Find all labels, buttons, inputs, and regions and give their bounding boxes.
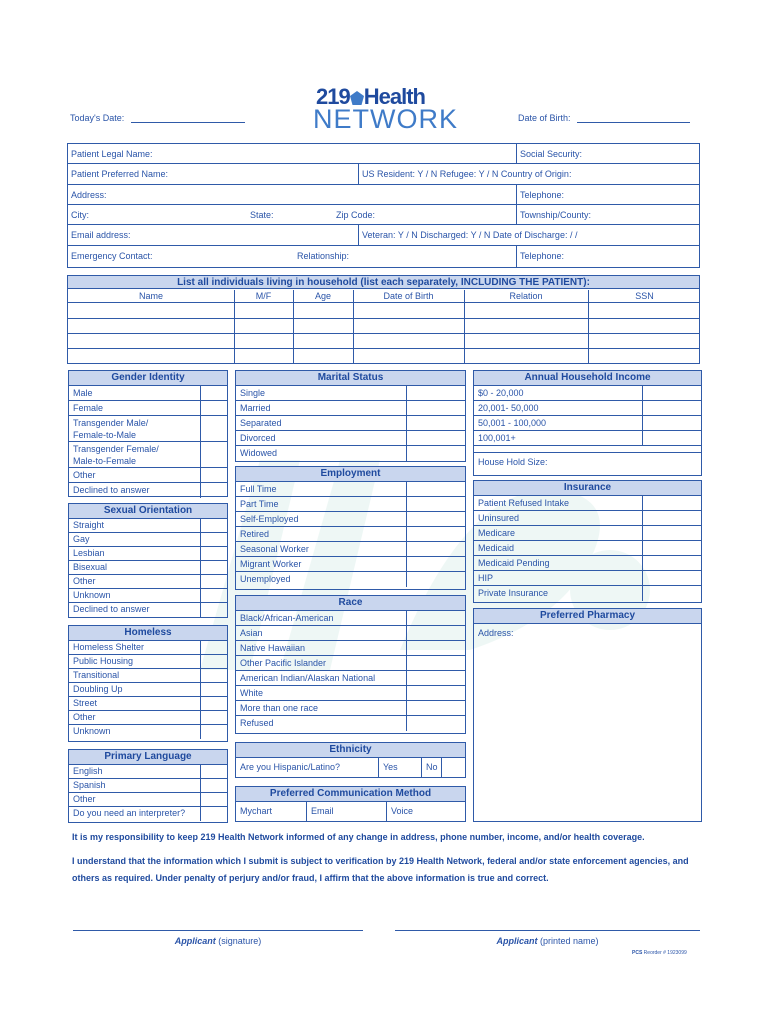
employment-section (235, 466, 466, 590)
pentagon-icon (350, 91, 364, 105)
info-row-address (68, 185, 699, 205)
pharmacy-address-field[interactable]: Address: (478, 628, 514, 638)
hispanic-question: Are you Hispanic/Latino? (240, 762, 341, 772)
checkbox[interactable] (642, 586, 701, 601)
insurance-section (473, 480, 702, 603)
list-item[interactable]: 100,001+ (474, 431, 701, 446)
table-row[interactable] (68, 334, 699, 349)
list-item[interactable]: Public Housing (69, 655, 227, 669)
checkbox[interactable] (642, 386, 701, 400)
col-ssn: SSN (635, 291, 654, 301)
col-dob: Date of Birth (383, 291, 434, 301)
ethnicity-row (236, 758, 465, 777)
list-item[interactable]: Private Insurance (474, 586, 701, 601)
info-row-emergency (68, 246, 699, 267)
checkbox[interactable] (200, 589, 227, 602)
checkbox[interactable] (200, 807, 227, 821)
verification-statement-2: others as required. Under penalty of perjury and/or fraud, I affirm that the above information is true and correct. (72, 873, 549, 883)
checkbox[interactable] (642, 401, 701, 415)
table-row[interactable] (68, 319, 699, 334)
list-item[interactable]: Asian (236, 626, 465, 641)
household-header-row (68, 290, 699, 303)
checkbox[interactable] (642, 541, 701, 555)
signature-label: Applicant (signature) (174, 936, 262, 946)
checkbox[interactable] (406, 557, 465, 571)
checkbox[interactable] (406, 701, 465, 715)
email-field[interactable]: Email address: (71, 230, 131, 240)
col-mf: M/F (255, 291, 272, 301)
checkbox[interactable] (200, 603, 227, 617)
info-row-email (68, 225, 699, 246)
homeless-title: Homeless (69, 626, 227, 641)
checkbox[interactable] (642, 431, 701, 445)
checkbox[interactable] (441, 758, 466, 777)
list-item[interactable]: Seasonal Worker (236, 542, 465, 557)
employment-title: Employment (236, 467, 465, 482)
list-item[interactable]: Medicare (474, 526, 701, 541)
list-item[interactable]: Full Time (236, 482, 465, 497)
checkbox[interactable] (200, 416, 227, 441)
checkbox[interactable] (406, 572, 465, 587)
list-item[interactable]: Married (236, 401, 465, 416)
checkbox[interactable] (200, 575, 227, 588)
list-item[interactable]: $0 - 20,000 (474, 386, 701, 401)
dob-field[interactable] (577, 122, 690, 123)
checkbox[interactable] (200, 725, 227, 739)
col-age: Age (314, 291, 331, 301)
communication-row (236, 802, 465, 821)
list-item[interactable]: Other Pacific Islander (236, 656, 465, 671)
checkbox[interactable] (406, 671, 465, 685)
gender-identity-title: Gender Identity (69, 371, 227, 386)
ssn-field[interactable]: Social Security: (520, 149, 583, 159)
checkbox[interactable] (406, 716, 465, 731)
info-row-city (68, 205, 699, 225)
communication-section (235, 786, 466, 822)
checkbox[interactable] (200, 561, 227, 574)
todays-date-field[interactable] (131, 122, 245, 123)
checkbox[interactable] (406, 527, 465, 541)
relationship-field[interactable]: Relationship: (297, 251, 350, 261)
list-item[interactable]: White (236, 686, 465, 701)
checkbox[interactable] (200, 711, 227, 724)
checkbox[interactable] (200, 779, 227, 792)
checkbox[interactable] (200, 547, 227, 560)
list-item[interactable]: Self-Employed (236, 512, 465, 527)
emergency-telephone-field[interactable]: Telephone: (520, 251, 565, 261)
telephone-field[interactable]: Telephone: (520, 190, 565, 200)
list-item[interactable]: Widowed (236, 446, 465, 461)
marital-status-section (235, 370, 466, 462)
emergency-contact-field[interactable]: Emergency Contact: (71, 251, 153, 261)
checkbox[interactable] (406, 482, 465, 496)
marital-status-title: Marital Status (236, 371, 465, 386)
checkbox[interactable] (200, 765, 227, 778)
list-item[interactable]: More than one race (236, 701, 465, 716)
list-item[interactable]: Uninsured (474, 511, 701, 526)
list-item[interactable]: Other (69, 575, 227, 589)
checkbox[interactable] (406, 611, 465, 625)
checkbox[interactable] (406, 431, 465, 445)
verification-statement-1: I understand that the information which I submit is subject to verification by 219 Health Network, federal and/or state enforcement agencies, and (72, 856, 689, 866)
printed-name-label: Applicant (printed name) (496, 936, 599, 946)
household-title: List all individuals living in household (list each separately, INCLUDING THE PATIENT): (68, 276, 699, 289)
checkbox[interactable] (406, 626, 465, 640)
info-row-preferred (68, 164, 699, 185)
todays-date-label: Today's Date: (70, 113, 125, 123)
household-table (67, 275, 700, 364)
ethnicity-section (235, 742, 466, 778)
insurance-title: Insurance (474, 481, 701, 496)
checkbox[interactable] (406, 656, 465, 670)
list-item[interactable]: English (69, 765, 227, 779)
list-item[interactable]: Transitional (69, 669, 227, 683)
checkbox[interactable] (200, 683, 227, 696)
income-title: Annual Household Income (474, 371, 701, 386)
list-item[interactable]: Black/African-American (236, 611, 465, 626)
primary-language-title: Primary Language (69, 750, 227, 765)
checkbox[interactable] (406, 416, 465, 430)
list-item[interactable]: Other (69, 793, 227, 807)
checkbox[interactable] (642, 416, 701, 430)
checkbox[interactable] (642, 556, 701, 570)
no-option[interactable]: No (421, 758, 441, 777)
reorder-number: PCS Reorder # 1923099 (632, 950, 687, 956)
logo-network: NETWORK (313, 104, 458, 134)
mychart-option[interactable]: Mychart (240, 806, 273, 816)
yes-option[interactable]: Yes (378, 758, 421, 777)
col-relation: Relation (509, 291, 543, 301)
signature-line[interactable] (73, 930, 363, 931)
list-item[interactable]: Retired (236, 527, 465, 542)
info-row-name (68, 144, 699, 164)
list-item[interactable]: Divorced (236, 431, 465, 446)
list-item[interactable]: Unknown (69, 725, 227, 739)
pharmacy-section (473, 608, 702, 822)
gender-identity-section (68, 370, 228, 497)
list-item[interactable]: 20,001- 50,000 (474, 401, 701, 416)
list-item[interactable]: Female (69, 401, 227, 416)
list-item[interactable]: Do you need an interpreter? (69, 807, 227, 821)
ethnicity-title: Ethnicity (236, 743, 465, 758)
race-section (235, 595, 466, 734)
list-item[interactable]: Street (69, 697, 227, 711)
pharmacy-title: Preferred Pharmacy (474, 609, 701, 624)
checkbox[interactable] (200, 641, 227, 654)
table-row[interactable] (68, 349, 699, 364)
list-item[interactable]: Other (69, 711, 227, 725)
logo-number: 219 (316, 84, 350, 109)
logo (313, 84, 458, 132)
list-item[interactable]: Lesbian (69, 547, 227, 561)
township-field[interactable]: Township/County: (520, 210, 592, 220)
list-item[interactable]: Patient Refused Intake (474, 496, 701, 511)
list-item[interactable]: Transgender Female/ Male-to-Female (69, 442, 227, 468)
list-item[interactable]: American Indian/Alaskan National (236, 671, 465, 686)
checkbox[interactable] (406, 542, 465, 556)
sexual-orientation-section (68, 503, 228, 618)
sexual-orientation-title: Sexual Orientation (69, 504, 227, 519)
legal-name-field[interactable]: Patient Legal Name: (71, 149, 153, 159)
checkbox[interactable] (642, 526, 701, 540)
table-row[interactable] (68, 304, 699, 319)
list-item[interactable]: Medicaid (474, 541, 701, 556)
list-item[interactable]: Part Time (236, 497, 465, 512)
checkbox[interactable] (406, 446, 465, 461)
address-field[interactable]: Address: (71, 190, 107, 200)
checkbox[interactable] (200, 793, 227, 806)
checkbox[interactable] (406, 497, 465, 511)
checkbox[interactable] (406, 512, 465, 526)
checkbox[interactable] (200, 519, 227, 532)
dob-label: Date of Birth: (518, 113, 571, 123)
email-option[interactable]: Email (306, 802, 386, 821)
income-section (473, 370, 702, 476)
list-item[interactable]: Gay (69, 533, 227, 547)
primary-language-section (68, 749, 228, 823)
voice-option[interactable]: Voice (386, 802, 466, 821)
city-field[interactable]: City: (71, 210, 89, 220)
list-item[interactable]: Unemployed (236, 572, 465, 587)
list-item[interactable]: Unknown (69, 589, 227, 603)
printed-name-line[interactable] (395, 930, 700, 931)
household-size-field[interactable]: House Hold Size: (474, 452, 701, 472)
list-item[interactable]: Separated (236, 416, 465, 431)
state-field[interactable]: State: (250, 210, 274, 220)
checkbox[interactable] (200, 533, 227, 546)
checkbox[interactable] (200, 386, 227, 400)
list-item[interactable]: 50,001 - 100,000 (474, 416, 701, 431)
checkbox[interactable] (642, 571, 701, 585)
preferred-name-field[interactable]: Patient Preferred Name: (71, 169, 169, 179)
zip-field[interactable]: Zip Code: (336, 210, 376, 220)
list-item[interactable]: Homeless Shelter (69, 641, 227, 655)
veteran-field[interactable]: Veteran: Y / N Discharged: Y / N Date of Discharge: / / (362, 230, 578, 240)
list-item[interactable]: Doubling Up (69, 683, 227, 697)
list-item[interactable]: Medicaid Pending (474, 556, 701, 571)
patient-info-grid (67, 143, 700, 268)
list-item[interactable]: Other (69, 468, 227, 483)
race-title: Race (236, 596, 465, 611)
list-item[interactable]: Refused (236, 716, 465, 731)
checkbox[interactable] (406, 641, 465, 655)
homeless-section (68, 625, 228, 742)
checkbox[interactable] (200, 669, 227, 682)
checkbox[interactable] (406, 386, 465, 400)
list-item[interactable]: HIP (474, 571, 701, 586)
responsibility-statement: It is my responsibility to keep 219 Health Network informed of any change in address, phone number, income, and/or health coverage. (72, 832, 645, 842)
list-item[interactable]: Declined to answer (69, 603, 227, 617)
checkbox[interactable] (200, 655, 227, 668)
list-item[interactable]: Declined to answer (69, 483, 227, 498)
list-item[interactable]: Transgender Male/ Female-to-Male (69, 416, 227, 442)
checkbox[interactable] (200, 442, 227, 467)
us-resident-field[interactable]: US Resident: Y / N Refugee: Y / N Country of Origin: (362, 169, 572, 179)
checkbox[interactable] (642, 511, 701, 525)
checkbox[interactable] (642, 496, 701, 510)
checkbox[interactable] (200, 483, 227, 498)
checkbox[interactable] (200, 401, 227, 415)
list-item[interactable]: Single (236, 386, 465, 401)
col-name: Name (138, 291, 163, 301)
checkbox[interactable] (200, 697, 227, 710)
checkbox[interactable] (406, 401, 465, 415)
list-item[interactable]: Native Hawaiian (236, 641, 465, 656)
list-item[interactable]: Bisexual (69, 561, 227, 575)
checkbox[interactable] (406, 686, 465, 700)
communication-title: Preferred Communication Method (236, 787, 465, 802)
list-item[interactable]: Straight (69, 519, 227, 533)
logo-health: Health (363, 84, 425, 109)
list-item[interactable]: Migrant Worker (236, 557, 465, 572)
list-item[interactable]: Spanish (69, 779, 227, 793)
list-item[interactable]: Male (69, 386, 227, 401)
checkbox[interactable] (200, 468, 227, 482)
